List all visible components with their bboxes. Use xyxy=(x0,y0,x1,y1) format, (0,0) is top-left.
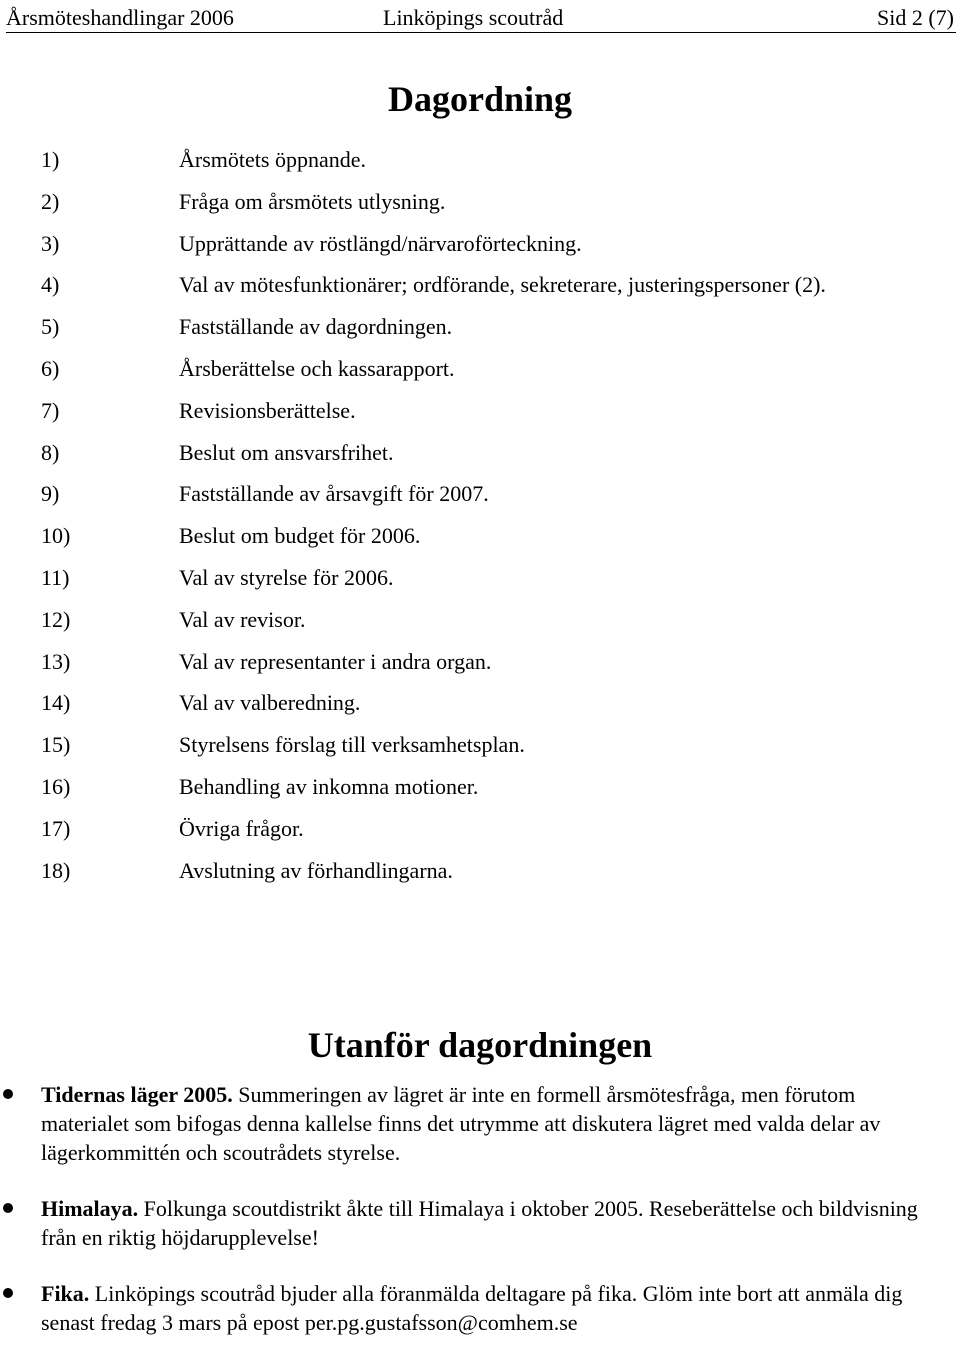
agenda-item-text: Val av representanter i andra organ. xyxy=(179,648,492,674)
agenda-item-text: Fastställande av dagordningen. xyxy=(179,314,453,340)
bullet-icon xyxy=(3,1089,13,1099)
outside-item-text: Summeringen av lägret är inte en formell årsmötesfråga, men förutom materialet som bifogas denna kallelse finns det utrymme att diskutera lägret med valda delar av lägerkommittén och scoutrådets styrelse. xyxy=(41,1082,881,1165)
page-header xyxy=(6,6,956,33)
outside-agenda-item xyxy=(0,1279,960,1337)
outside-item-heading: Fika. xyxy=(41,1281,90,1306)
agenda-item-number: 12) xyxy=(41,606,71,632)
header-organization: Linköpings scoutråd xyxy=(383,5,564,30)
agenda-item-number: 18) xyxy=(41,857,71,883)
agenda-item-text: Styrelsens förslag till verksamhetsplan. xyxy=(179,732,525,758)
agenda-item-number: 11) xyxy=(41,564,70,590)
agenda-item-text: Val av mötesfunktionärer; ordförande, sekreterare, justeringspersoner (2). xyxy=(179,272,826,298)
header-page-number: Sid 2 (7) xyxy=(877,5,954,30)
outside-item-text: Folkunga scoutdistrikt åkte till Himalaya i oktober 2005. Reseberättelse och bildvisning från en riktig höjdarupplevelse! xyxy=(41,1196,918,1250)
agenda-item-text: Fastställande av årsavgift för 2007. xyxy=(179,481,489,507)
agenda-item-number: 7) xyxy=(41,397,60,423)
outside-item-heading: Tidernas läger 2005. xyxy=(41,1082,233,1107)
bullet-icon xyxy=(3,1203,13,1213)
agenda-item-text: Beslut om ansvarsfrihet. xyxy=(179,439,394,465)
agenda-item-number: 3) xyxy=(41,230,60,256)
agenda-item-text: Beslut om budget för 2006. xyxy=(179,523,421,549)
agenda-item-number: 9) xyxy=(41,481,60,507)
agenda-item-number: 4) xyxy=(41,272,60,298)
agenda-item-number: 8) xyxy=(41,439,60,465)
agenda-item-number: 6) xyxy=(41,355,60,381)
agenda-item-text: Revisionsberättelse. xyxy=(179,397,356,423)
agenda-item-number: 13) xyxy=(41,648,71,674)
agenda-item-text: Upprättande av röstlängd/närvaroförteckning. xyxy=(179,230,582,256)
bullet-icon xyxy=(3,1288,13,1298)
outside-agenda-item xyxy=(0,1080,960,1167)
outside-agenda-item xyxy=(0,1194,960,1252)
agenda-item-number: 1) xyxy=(41,147,60,172)
agenda-item-number: 16) xyxy=(41,773,71,799)
agenda-item-number: 2) xyxy=(41,188,60,214)
agenda-item-text: Val av valberedning. xyxy=(179,690,361,716)
agenda-item-text: Övriga frågor. xyxy=(179,815,304,841)
outside-agenda-title: Utanför dagordningen xyxy=(307,1025,653,1065)
agenda-title: Dagordning xyxy=(387,79,573,119)
agenda-item-text: Val av revisor. xyxy=(179,606,306,632)
agenda-item-text: Avslutning av förhandlingarna. xyxy=(179,857,453,883)
header-document-title: Årsmöteshandlingar 2006 xyxy=(6,5,234,30)
agenda-item-number: 10) xyxy=(41,523,71,549)
agenda-item-number: 14) xyxy=(41,690,71,716)
agenda-item-number: 5) xyxy=(41,314,60,340)
agenda-item-text: Fråga om årsmötets utlysning. xyxy=(179,188,446,214)
outside-item-text: Linköpings scoutråd bjuder alla föranmälda deltagare på fika. Glöm inte bort att anmäla dig senast fredag 3 mars på epost per.pg.gustafsson@comhem.se xyxy=(41,1281,903,1335)
agenda-item-text: Behandling av inkomna motioner. xyxy=(179,773,479,799)
outside-agenda-list xyxy=(0,1080,960,1364)
agenda-item-number: 17) xyxy=(41,815,71,841)
agenda-item-text: Årsmötets öppnande. xyxy=(179,147,366,172)
agenda-item-text: Årsberättelse och kassarapport. xyxy=(179,355,455,381)
agenda-item-text: Val av styrelse för 2006. xyxy=(179,564,394,590)
agenda-item-number: 15) xyxy=(41,732,71,758)
outside-item-heading: Himalaya. xyxy=(41,1196,139,1221)
